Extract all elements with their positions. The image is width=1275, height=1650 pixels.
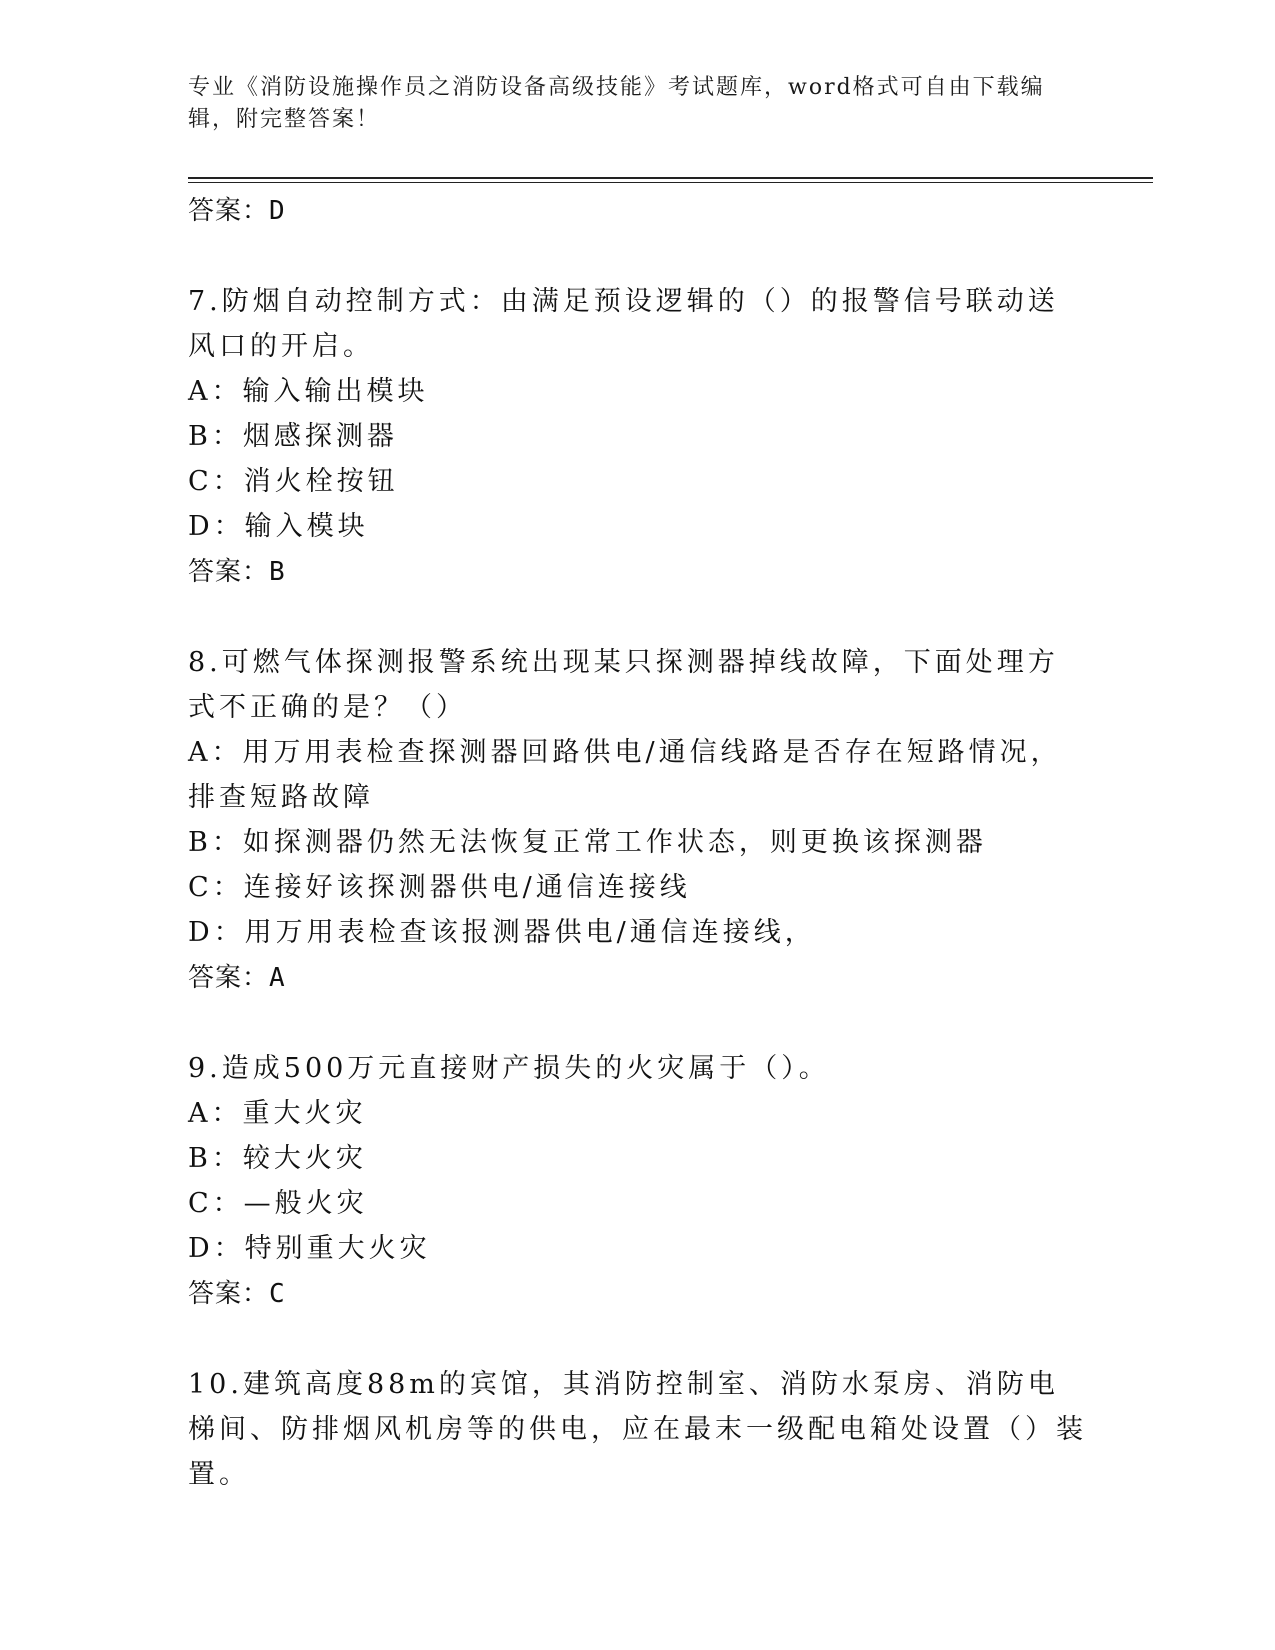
question-10	[188, 1362, 1088, 1497]
option-b: B：烟感探测器	[188, 421, 398, 452]
question-9	[188, 1046, 1088, 1317]
answer-value: B	[269, 557, 286, 587]
answer-label: 答案：	[188, 963, 270, 993]
spacer	[188, 1001, 1088, 1046]
answer-line	[188, 188, 1088, 234]
answer-value: A	[269, 963, 286, 993]
option-a: A：用万用表检查探测器回路供电/通信线路是否存在短路情况，排查短路故障	[188, 737, 1062, 813]
question-7	[188, 279, 1088, 595]
answer-line	[188, 1271, 1088, 1317]
answer-value: C	[269, 1279, 286, 1309]
header-divider-thick	[188, 177, 1153, 179]
question-list	[188, 188, 1088, 1497]
option-a: A：输入输出模块	[188, 376, 429, 407]
document-header: 专业《消防设施操作员之消防设备高级技能》考试题库，word格式可自由下载编辑，附完整答案！	[188, 75, 1045, 132]
question-text: 10.建筑高度88m的宾馆，其消防控制室、消防水泵房、消防电梯间、防排烟风机房等的供电，应在最末一级配电箱处设置（）装置。	[188, 1369, 1087, 1490]
spacer	[188, 1317, 1088, 1362]
option-b: B：如探测器仍然无法恢复正常工作状态，则更换该探测器	[188, 827, 987, 858]
option-a: A：重大火灾	[188, 1098, 367, 1129]
answer-label: 答案：	[188, 196, 270, 226]
option-c: C：连接好该探测器供电/通信连接线	[188, 872, 691, 903]
header-divider-thin	[188, 182, 1153, 183]
spacer	[188, 595, 1088, 640]
answer-label: 答案：	[188, 1279, 270, 1309]
answer-line	[188, 549, 1088, 595]
option-c: C：消火栓按钮	[188, 466, 399, 497]
question-text: 8.可燃气体探测报警系统出现某只探测器掉线故障，下面处理方式不正确的是？（）	[188, 647, 1059, 723]
spacer	[188, 234, 1088, 279]
answer-value: D	[269, 196, 286, 226]
question-8	[188, 640, 1088, 1001]
option-c: C：—般火灾	[188, 1188, 368, 1219]
answer-label: 答案：	[188, 557, 270, 587]
question-text: 9.造成500万元直接财产损失的火灾属于（）。	[188, 1053, 830, 1084]
option-d: D：用万用表检查该报测器供电/通信连接线，	[188, 917, 816, 948]
option-d: D：输入模块	[188, 511, 369, 542]
question-text: 7.防烟自动控制方式：由满足预设逻辑的（）的报警信号联动送风口的开启。	[188, 286, 1059, 362]
option-d: D：特别重大火灾	[188, 1233, 431, 1264]
answer-line	[188, 955, 1088, 1001]
option-b: B：较大火灾	[188, 1143, 367, 1174]
